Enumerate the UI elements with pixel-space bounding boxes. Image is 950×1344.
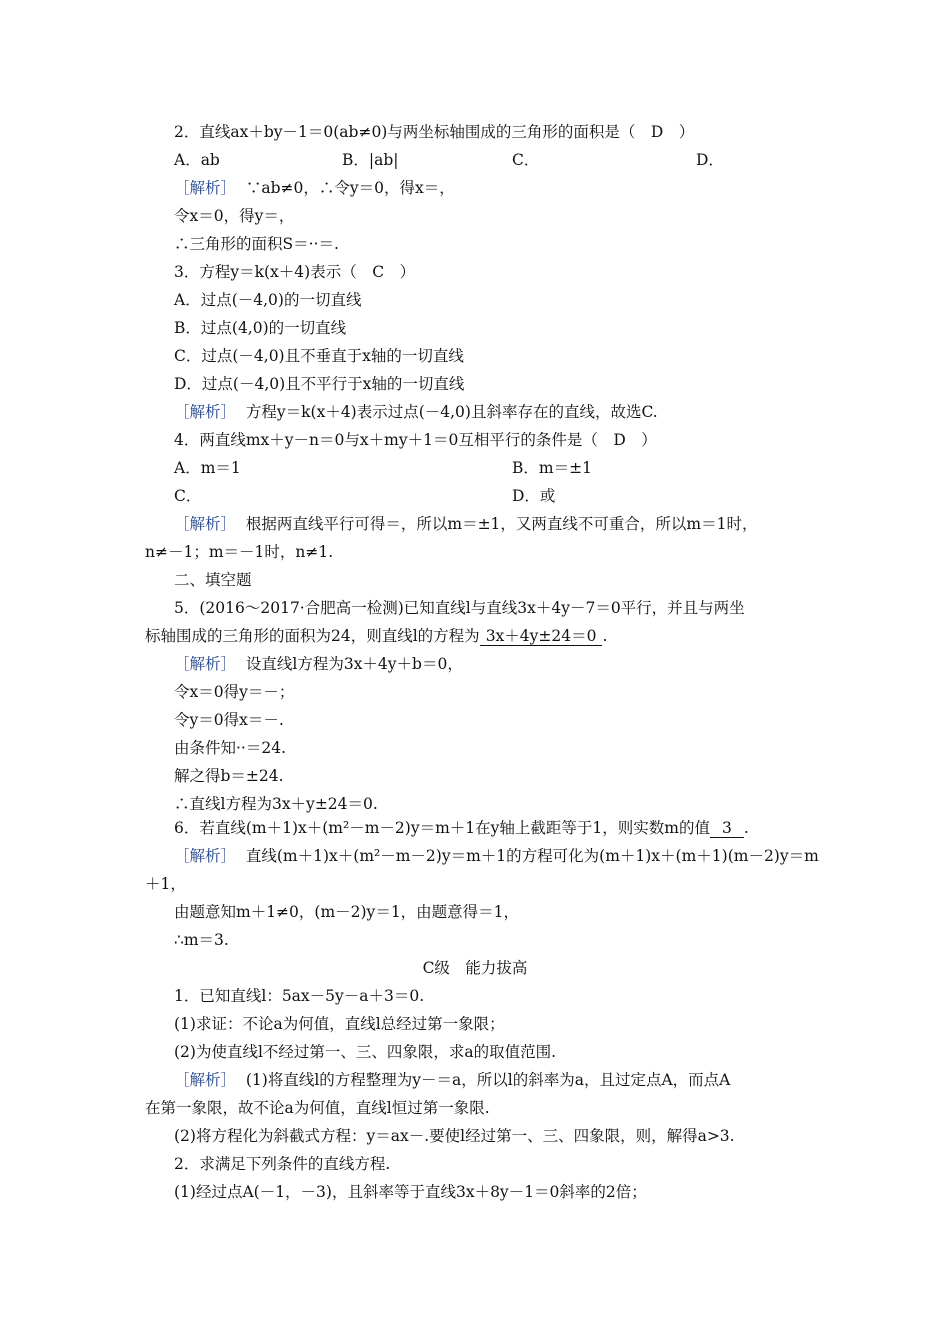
q3-stem: 3．方程y＝k(x＋4)表示（ C ） [174, 263, 416, 281]
q2-option-c: C． [512, 151, 540, 169]
q5-answer-blank: 3x＋4y±24＝0 [480, 627, 603, 646]
q5-solution-line-3: 令y＝0得x＝－. [174, 711, 284, 729]
q4-solution-line-2: n≠－1；m＝－1时，n≠1. [145, 543, 334, 561]
c2-part-1: (1)经过点A(－1，－3)，且斜率等于直线3x＋8y－1＝0斜率的2倍； [174, 1183, 647, 1201]
q6-answer-blank: 3 [710, 819, 744, 838]
q4-solution-line-1 [174, 514, 757, 534]
q5-solution-line-6: ∴直线l方程为3x＋y±24＝0. [174, 795, 378, 813]
q6-solution-line-2: ＋1， [145, 875, 186, 893]
c2-stem: 2．求满足下列条件的直线方程. [174, 1155, 391, 1173]
q5-stem-text: 标轴围成的三角形的面积为24，则直线l的方程为 [145, 627, 480, 645]
q6-solution-line-3: 由题意知m＋1≠0，(m－2)y＝1，由题意得＝1， [174, 903, 520, 921]
analysis-tag: ［解析］ [174, 515, 237, 533]
q2-solution-line-2: 令x＝0，得y＝， [174, 207, 295, 225]
section-heading-level-c: C级 能力拔高 [422, 959, 528, 977]
q5-solution-line-1 [174, 654, 463, 674]
q4-option-c: C． [174, 487, 202, 505]
q6-stem-text: 6．若直线(m＋1)x＋(m²－m－2)y＝m＋1在y轴上截距等于1，则实数m的值 [174, 819, 710, 837]
q5-stem-line-2 [145, 626, 607, 646]
analysis-tag: ［解析］ [174, 403, 237, 421]
q4-option-d: D．或 [512, 487, 556, 505]
analysis-tag: ［解析］ [174, 847, 237, 865]
q3-option-b: B．过点(4,0)的一切直线 [174, 319, 347, 337]
q4-option-a: A．m＝1 [174, 459, 241, 477]
c1-solution-text: (1)将直线l的方程整理为y－＝a，所以l的斜率为a，且过定点A，而点A [245, 1071, 731, 1089]
q2-option-b: B．|ab| [342, 151, 399, 169]
c1-part-1: (1)求证：不论a为何值，直线l总经过第一象限； [174, 1015, 505, 1033]
c1-stem: 1．已知直线l：5ax－5y－a＋3＝0. [174, 987, 425, 1005]
c1-part-2: (2)为使直线l不经过第一、三、四象限，求a的取值范围. [174, 1043, 557, 1061]
q2-solution-line-1 [174, 178, 455, 198]
q3-option-a: A．过点(－4,0)的一切直线 [174, 291, 362, 309]
q4-stem: 4．两直线mx＋y－n＝0与x＋my＋1＝0互相平行的条件是（ D ） [174, 431, 657, 449]
q5-solution-line-5: 解之得b＝±24. [174, 767, 284, 785]
q5-solution-line-4: 由条件知··＝24. [174, 739, 287, 757]
q3-option-c: C．过点(－4,0)且不垂直于x轴的一切直线 [174, 347, 464, 365]
c1-solution-line-3: (2)将方程化为斜截式方程：y＝ax－.要使l经过第一、三、四象限，则，解得a>3. [174, 1127, 735, 1145]
q6-stem-end: . [743, 819, 749, 837]
c1-solution-line-2: 在第一象限，故不论a为何值，直线l恒过第一象限. [145, 1099, 490, 1117]
q2-stem: 2．直线ax＋by－1＝0(ab≠0)与两坐标轴围成的三角形的面积是（ D ） [174, 123, 695, 141]
q3-solution-line-1 [174, 402, 658, 422]
q3-option-d: D．过点(－4,0)且不平行于x轴的一切直线 [174, 375, 465, 393]
q2-solution-line-3: ∴三角形的面积S＝··＝. [174, 235, 339, 253]
analysis-tag: ［解析］ [174, 1071, 237, 1089]
analysis-tag: ［解析］ [174, 655, 237, 673]
q5-solution-text: 设直线l方程为3x＋4y＋b＝0， [245, 655, 463, 673]
q6-solution-text: 直线(m＋1)x＋(m²－m－2)y＝m＋1的方程可化为(m＋1)x＋(m＋1)(m－2)y＝m [245, 847, 819, 865]
q5-stem-line-1: 5．(2016～2017·合肥高一检测)已知直线l与直线3x＋4y－7＝0平行，并且与两坐 [174, 599, 745, 617]
q2-solution-text: ∵ab≠0，∴令y＝0，得x＝， [245, 179, 455, 197]
q6-stem [174, 818, 749, 838]
q4-option-b: B．m＝±1 [512, 459, 592, 477]
q2-option-a: A．ab [174, 151, 220, 169]
q3-solution-text: 方程y＝k(x＋4)表示过点(－4,0)且斜率存在的直线，故选C. [245, 403, 658, 421]
q6-solution-line-1 [174, 846, 819, 866]
q4-solution-text: 根据两直线平行可得＝，所以m＝±1，又两直线不可重合，所以m＝1时， [245, 515, 758, 533]
analysis-tag: ［解析］ [174, 179, 237, 197]
section-heading-fill-blank: 二、填空题 [174, 571, 252, 589]
q2-option-d: D． [696, 151, 724, 169]
q5-stem-end: . [602, 627, 608, 645]
q5-solution-line-2: 令x＝0得y＝－； [174, 683, 295, 701]
c1-solution-line-1 [174, 1070, 730, 1090]
q6-solution-line-4: ∴m＝3. [174, 931, 229, 949]
